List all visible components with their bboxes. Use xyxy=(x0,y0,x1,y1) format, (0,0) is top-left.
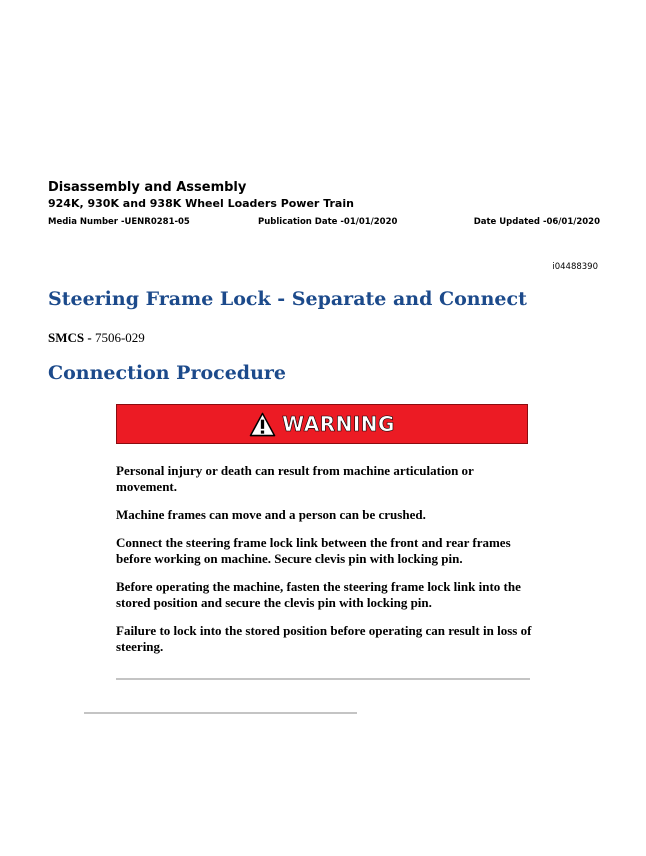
warning-banner xyxy=(116,404,528,444)
document-subtitle: 924K, 930K and 938K Wheel Loaders Power Train xyxy=(48,197,354,210)
smcs-label: SMCS - xyxy=(48,330,92,345)
smcs-code xyxy=(48,330,145,346)
metadata-row xyxy=(48,217,600,228)
warning-paragraph: Connect the steering frame lock link between the front and rear frames before working on machine. Secure clevis pin with locking pin. xyxy=(116,535,511,566)
warning-paragraph: Failure to lock into the stored position before operating can result in loss of steering. xyxy=(116,623,532,654)
document-title: Disassembly and Assembly xyxy=(48,180,247,195)
section-heading: Connection Procedure xyxy=(48,362,287,384)
warning-label: WARNING xyxy=(282,412,395,436)
warning-triangle-icon xyxy=(249,412,276,437)
date-updated: Date Updated -06/01/2020 xyxy=(473,217,600,227)
warning-paragraph: Before operating the machine, fasten the steering frame lock link into the stored position and secure the clevis pin with locking pin. xyxy=(116,579,521,610)
publication-date: Publication Date -01/01/2020 xyxy=(258,217,398,227)
divider xyxy=(116,678,530,680)
smcs-value: 7506-029 xyxy=(94,330,145,345)
document-id: i04488390 xyxy=(552,262,598,272)
media-number: Media Number -UENR0281-05 xyxy=(48,217,190,227)
warning-paragraph: Personal injury or death can result from machine articulation or movement. xyxy=(116,463,474,494)
warning-text xyxy=(116,463,534,667)
divider xyxy=(84,712,357,714)
document-header xyxy=(48,180,600,228)
page-title: Steering Frame Lock - Separate and Connect xyxy=(48,288,527,310)
warning-paragraph: Machine frames can move and a person can be crushed. xyxy=(116,507,426,522)
